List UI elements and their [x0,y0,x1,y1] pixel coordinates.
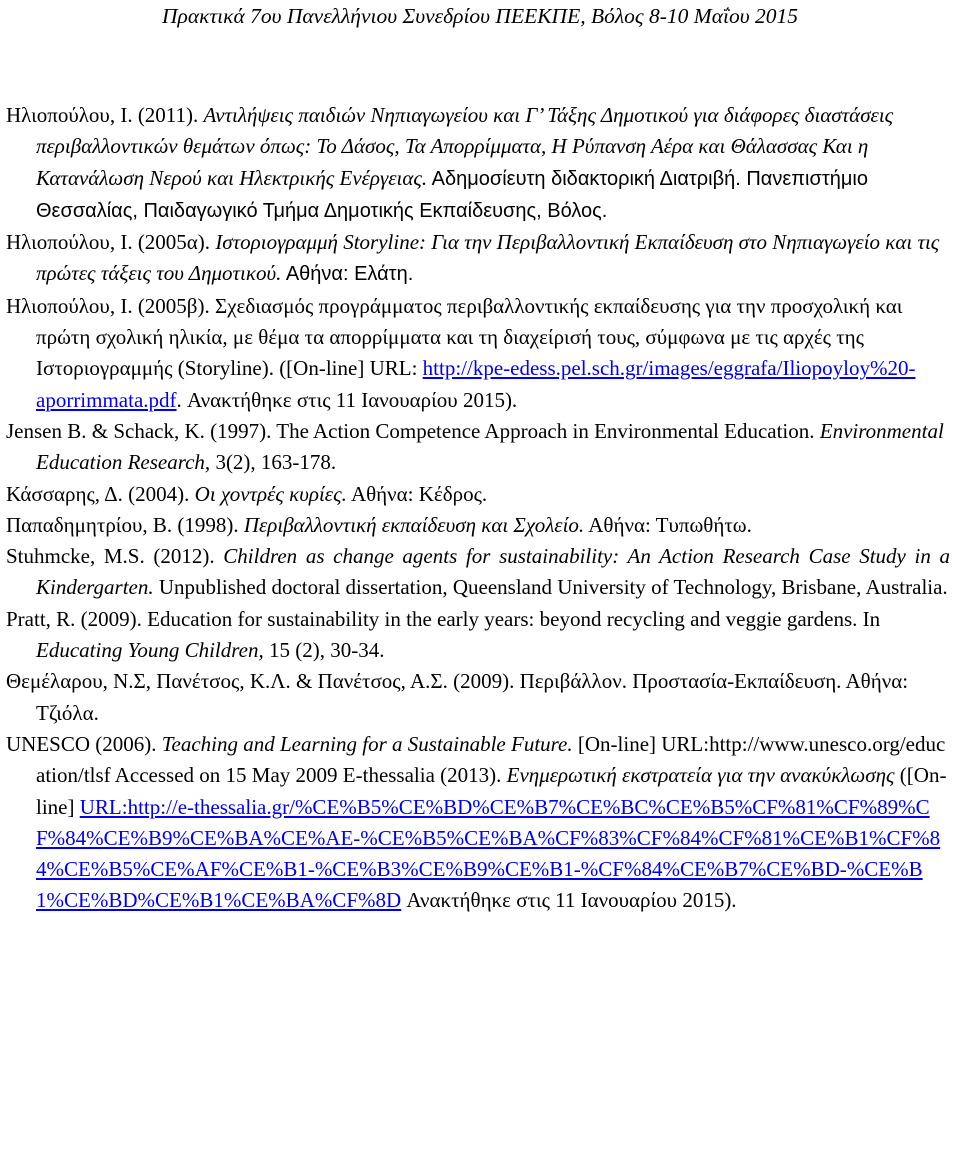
ref-title: Περιβαλλοντική εκπαίδευση και Σχολείο. [243,512,585,537]
ref-rest-2: . Ανακτήθηκε στις 11 Ιανουαρίου 2015). [176,387,518,412]
ref-title: Αντιλήψεις παιδιών Νηπιαγωγείου και Γ’ Τάξης Δημοτικού για διάφορες διαστάσεις περιβαλλοντικών θεμάτων όπως: Το Δάσος, Τα Απορρίμματα, Η Ρύπανση Αέρα και Θάλασσας Και η Κατανάλωση Νερού και Ηλεκτρικής Ενέργειας. [36,103,894,190]
ref-title: Οι χοντρές κυρίες. [194,481,347,506]
page-header: Πρακτικά 7ου Πανελλήνιου Συνεδρίου ΠΕΕΚΠΕ, Βόλος 8-10 Μαΐου 2015 [162,4,798,28]
ref-authors: Κάσσαρης, Δ. (2004). [6,481,195,506]
ref-rest: Αθήνα: Ελάτη. [281,263,414,286]
ref-authors: Ηλιοπούλου, Ι. (2011). [6,103,204,127]
ref-rest-2: ([On-line] [36,763,947,819]
ref-rest: Unpublished doctoral dissertation, Queensland University of Technology, Brisbane, Australia. [153,575,948,600]
reference-item [6,291,950,416]
ref-rest-3: Ανακτήθηκε στις 11 Ιανουαρίου 2015). [401,888,737,913]
reference-list [6,100,950,917]
ref-title: Environmental Education Research, [36,418,944,475]
ref-authors: Θεμέλαρου, Ν.Σ, Πανέτσος, Κ.Λ. & Πανέτσος, Α.Σ. (2009). Περιβάλλον. Προστασία-Εκπαίδευση. Αθήνα: Τζιόλα. [6,669,909,725]
ref-authors: Jensen B. & Schack, K. (1997). The Action Competence Approach in Environmental Education. [6,418,820,443]
ref-authors: Παπαδημητρίου, Β. (1998). [6,512,244,537]
ref-authors: Ηλιοπούλου, Ι. (2005α). [6,230,216,255]
reference-item [6,479,950,510]
reference-item [6,100,950,227]
ref-title: Teaching and Learning for a Sustainable Future. [161,731,573,756]
reference-item [6,666,950,729]
reference-item [6,510,950,541]
ref-title: Ιστοριογραμμή Storyline: Για την Περιβαλλοντική Εκπαίδευση στο Νηπιαγωγείο και τις πρώτες τάξεις του Δημοτικού. [36,230,940,286]
ref-rest: Σχεδιασμός προγράμματος περιβαλλοντικής εκπαίδευσης για την προσχολική και πρώτη σχολική ηλικία, με θέμα τα απορρίμματα και τη διαχείρισή τους, σύμφωνα με τις αρχές της Ιστοριογραμμής (Storyline). ([On-line] URL: [36,293,903,381]
ref-link[interactable]: http://kpe-edess.pel.sch.gr/images/eggrafa/Iliopoyloy%20-aporrimmata.pdf [36,356,916,412]
ref-rest: [On-line] URL:http://www.unesco.org/education/tlsf Accessed on 15 May 2009 E-thessalia (2013). [36,731,946,788]
ref-authors: UNESCO (2006). [6,731,162,756]
reference-item [6,227,950,291]
ref-rest: 3(2), 163-178. [210,450,337,475]
ref-authors: Ηλιοπούλου, Ι. (2005β). [6,293,215,318]
ref-authors: Pratt, R. (2009). Education for sustainability in the early years: beyond recycling and veggie gardens. In [6,606,881,631]
ref-title: Educating Young Children, [36,638,264,663]
reference-item [6,416,950,479]
reference-item [6,541,950,604]
ref-rest: Αδημοσίευτη διδακτορική Διατριβή. Πανεπιστήμιο Θεσσαλίας, Παιδαγωγικό Τμήμα Δημοτικής Εκπαίδευσης, Βόλος. [36,167,868,222]
ref-authors: Stuhmcke, M.S. (2012). [6,544,224,569]
reference-item [6,729,950,917]
ref-rest: 15 (2), 30-34. [263,638,385,663]
ref-rest: Αθήνα: Τυπωθήτω. [584,512,752,537]
reference-item [6,604,950,667]
ref-title-2: Ενημερωτική εκστρατεία για την ανακύκλωσης [506,763,895,788]
ref-rest: Αθήνα: Κέδρος. [346,481,488,506]
ref-title: Children as change agents for sustainability: An Action Research Case Study in a Kindergarten. [36,544,951,600]
ref-link[interactable]: URL:http://e-thessalia.gr/%CE%B5%CE%BD%CE%B7%CE%BC%CE%B5%CF%81%CF%89%CF%84%CE%B9%CE%BA%CE%AE-%CE%B5%CE%BA%CF%83%CF%84%CF%81%CE%B1%CF%84%CE%B5%CE%AF%CE%B1-%CE%B3%CE%B9%CE%B1-%CF%84%CE%B7%CE%BD-%CE%B1%CE%BD%CE%B1%CE%BA%CF%8D [36,794,941,913]
